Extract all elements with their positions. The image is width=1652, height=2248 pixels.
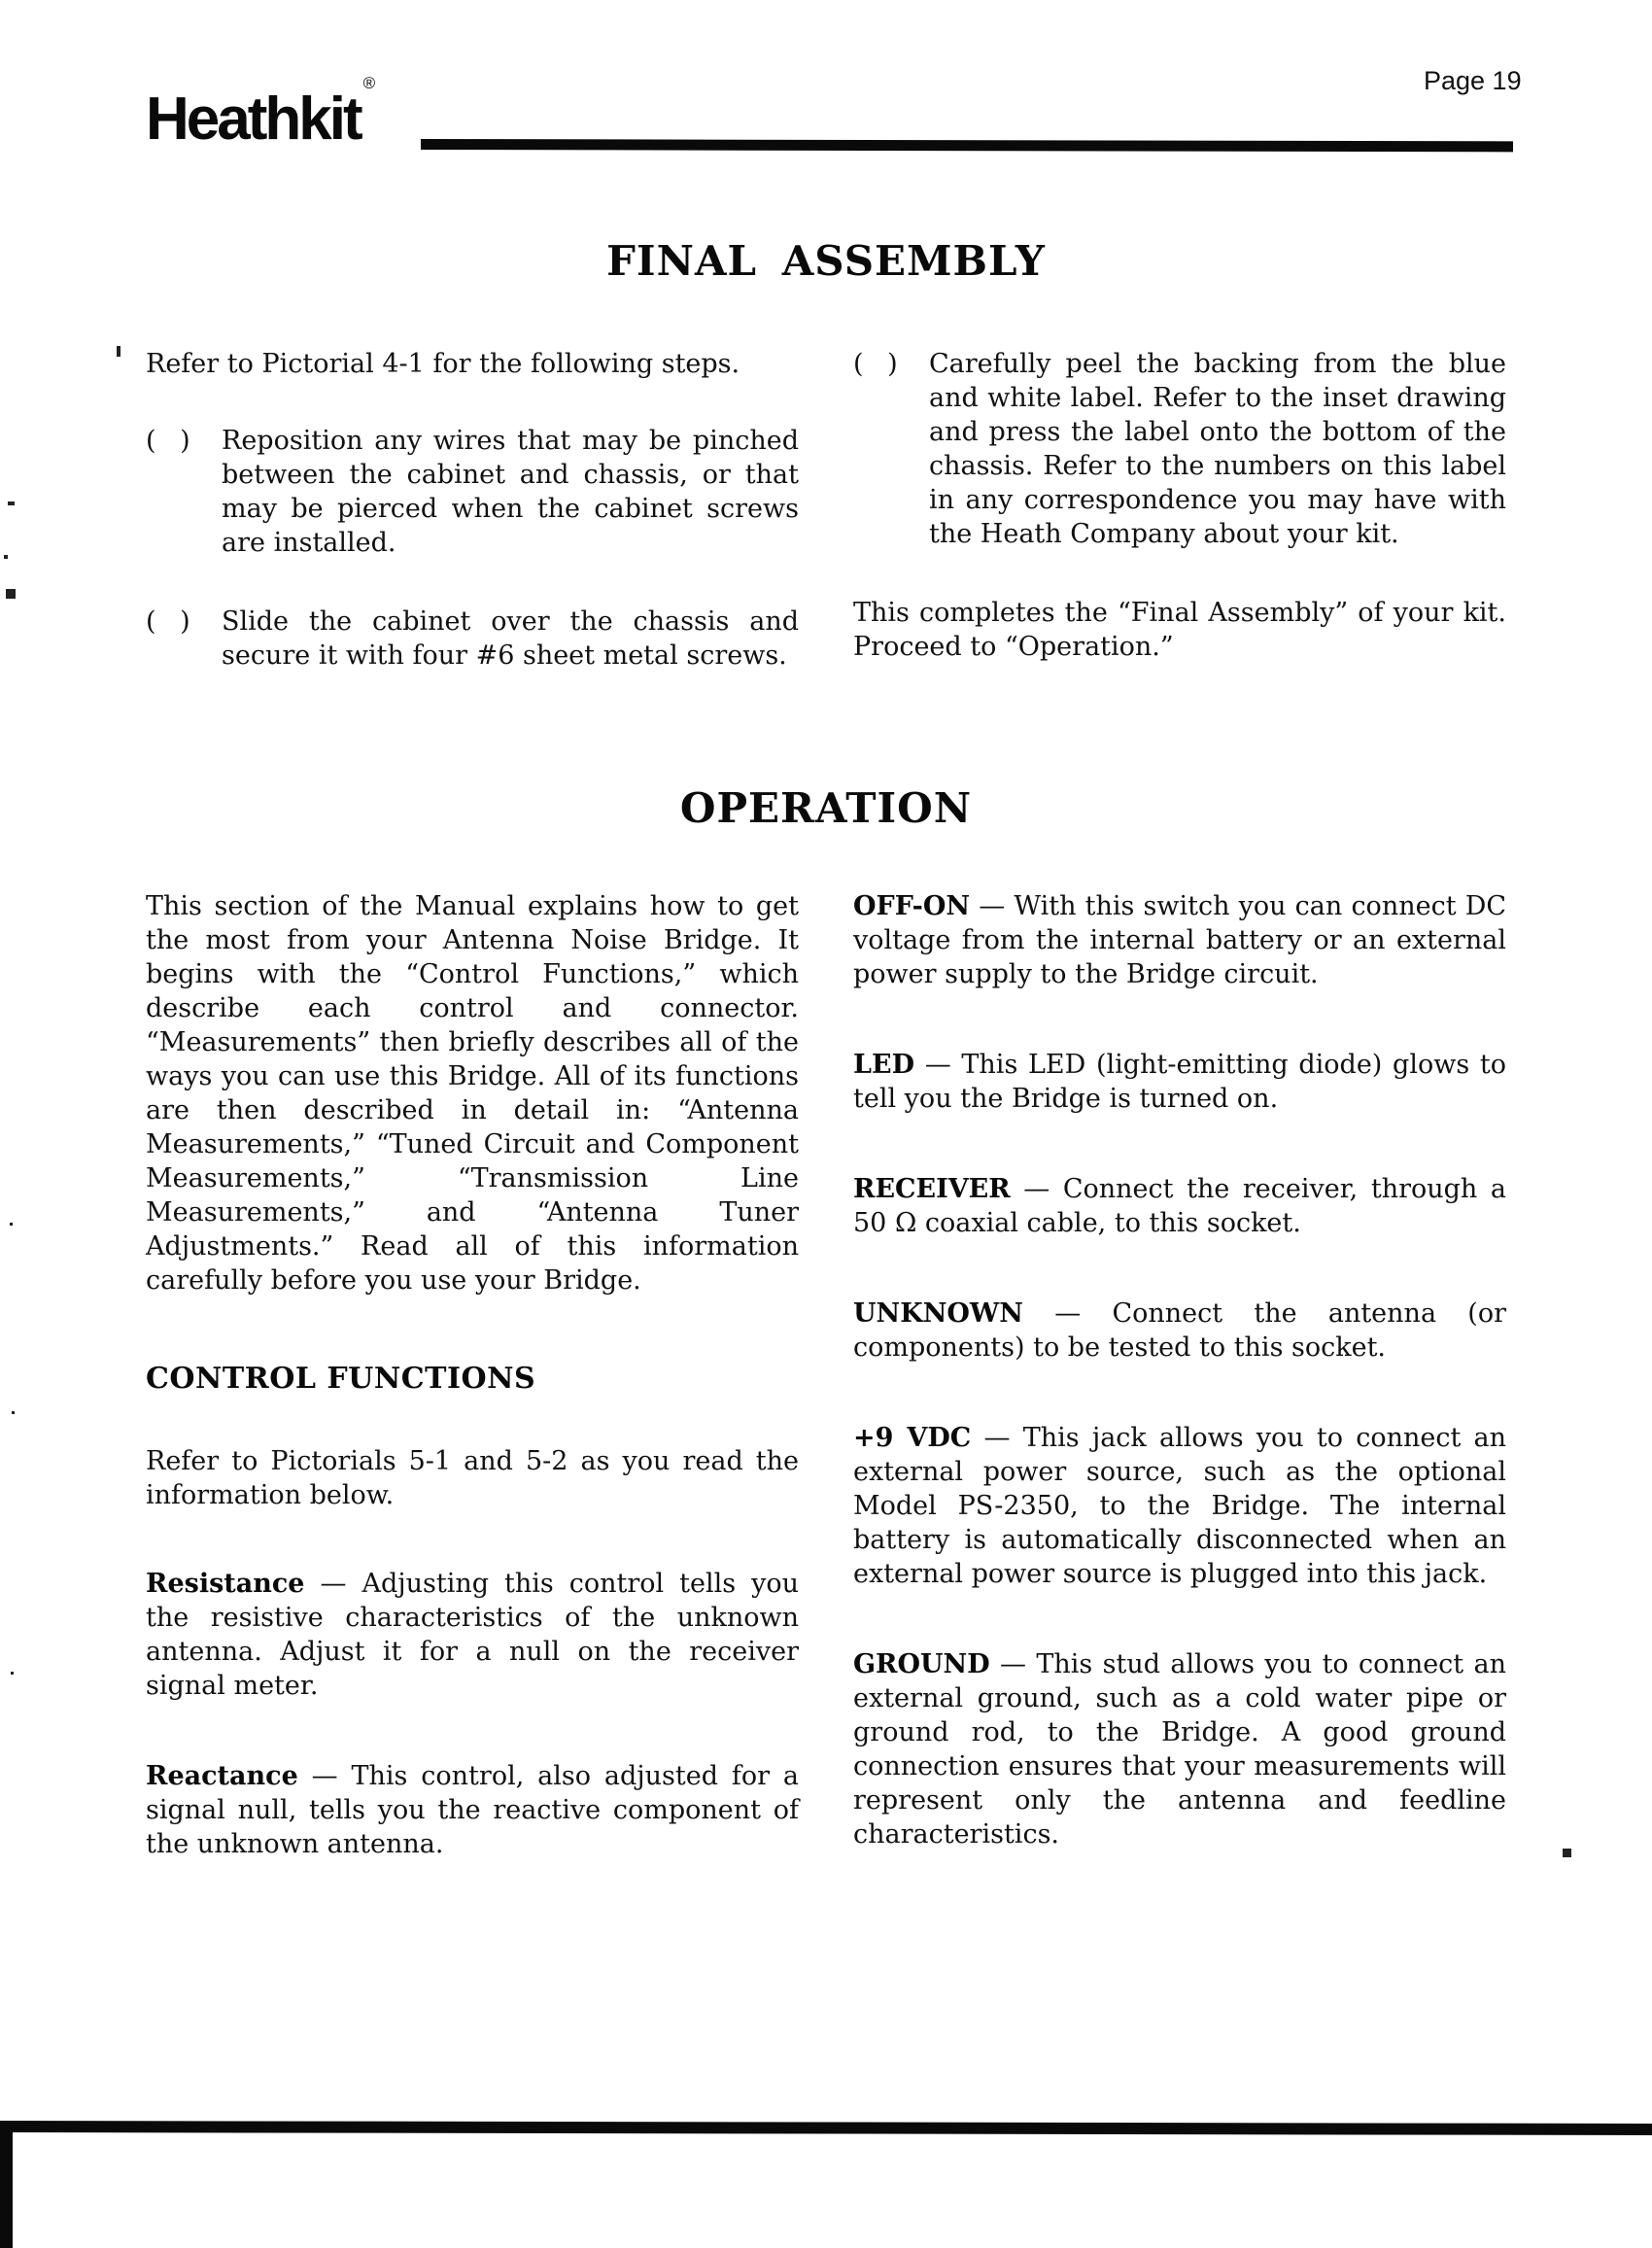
entry-receiver bbox=[853, 1172, 1506, 1240]
final-assembly-intro: Refer to Pictorial 4-1 for the following steps. bbox=[146, 349, 740, 380]
step-checkbox: ( ) bbox=[146, 426, 190, 457]
scan-bottom-bar bbox=[0, 2121, 1652, 2135]
scan-speck bbox=[11, 1672, 14, 1675]
entry-led bbox=[853, 1048, 1506, 1116]
scan-speck bbox=[117, 346, 120, 357]
control-functions-intro: Refer to Pictorials 5-1 and 5-2 as you read the information below. bbox=[146, 1445, 799, 1510]
entry-text: — Connect the antenna (or components) to be tested to this socket. bbox=[853, 1297, 1507, 1363]
step-text: Reposition any wires that may be pinched between the cabinet and chassis, or that may be pierced when the cabinet screws are installed. bbox=[222, 426, 799, 559]
step-text: Carefully peel the backing from the blue and white label. Refer to the inset drawing and press the label onto the bottom of the chassis. Refer to the numbers on this label in any correspondence you may have with the Heath Company about your kit. bbox=[929, 349, 1506, 550]
entry-text: — Adjusting this control tells you the resistive characteristics of the unknown antenna. Adjust it for a null on the receiver signal meter. bbox=[146, 1568, 799, 1701]
entry-term: +9 VDC bbox=[853, 1422, 972, 1453]
entry-9vdc bbox=[853, 1421, 1506, 1591]
entry-term: RECEIVER bbox=[853, 1173, 1011, 1204]
scan-speck bbox=[6, 589, 16, 599]
scan-speck bbox=[1563, 1849, 1571, 1857]
operation-title: OPERATION bbox=[679, 784, 973, 833]
entry-text: — This LED (light-emitting diode) glows to tell you the Bridge is turned on. bbox=[853, 1049, 1507, 1114]
scan-speck bbox=[12, 1411, 15, 1414]
operation-columns bbox=[146, 889, 1506, 1861]
final-assembly-title: FINAL ASSEMBLY bbox=[606, 237, 1046, 285]
entry-unknown bbox=[853, 1297, 1506, 1365]
page-number: Page 19 bbox=[1424, 66, 1522, 95]
final-assembly-right-column bbox=[853, 347, 1506, 717]
entry-text: — With this switch you can connect DC voltage from the internal battery or an external power supply to the Bridge circuit. bbox=[853, 890, 1506, 989]
operation-section bbox=[146, 785, 1506, 1860]
header-rule bbox=[421, 139, 1513, 152]
entry-text: — This control, also adjusted for a signal null, tells you the reactive component of the unknown antenna. bbox=[146, 1760, 799, 1859]
entry-reactance bbox=[146, 1759, 799, 1861]
entry-term: LED bbox=[853, 1049, 914, 1080]
operation-intro: This section of the Manual explains how to get the most from your Antenna Noise Bridge. It begins with the “Control Functions,” which describe each control and connector. “Measurements” then briefly describes all of the ways you can use this Bridge. All of its functions are then described in detail in: “Antenna Measurements,” “Tuned Circuit and Component Measurements,” “Transmission Line Measurements,” and “Antenna Tuner Adjustments.” Read all of this information carefully before you use your Bridge. bbox=[146, 890, 799, 1296]
operation-left-column bbox=[146, 889, 799, 1861]
entry-text: — This jack allows you to connect an external power source, such as the optional Model PS-2350, to the Bridge. The internal battery is automatically disconnected when an external power source is plugged into this jack. bbox=[853, 1422, 1506, 1589]
entry-text: — Connect the receiver, through a 50 Ω coaxial cable, to this socket. bbox=[853, 1173, 1506, 1238]
assembly-step bbox=[853, 347, 1506, 551]
control-functions-heading: CONTROL FUNCTIONS bbox=[146, 1361, 536, 1396]
step-checkbox: ( ) bbox=[853, 349, 898, 380]
final-assembly-closing: This completes the “Final Assembly” of your kit. Proceed to “Operation.” bbox=[853, 598, 1506, 663]
scan-left-edge bbox=[0, 2127, 13, 2248]
step-checkbox: ( ) bbox=[146, 606, 190, 638]
heathkit-logo bbox=[146, 74, 376, 153]
entry-resistance bbox=[146, 1567, 799, 1703]
assembly-step bbox=[146, 605, 799, 673]
page-content bbox=[146, 238, 1506, 1861]
registered-trademark-icon: ® bbox=[362, 74, 376, 93]
final-assembly-columns bbox=[146, 347, 1506, 717]
operation-right-column bbox=[853, 889, 1506, 1861]
logo-text: Heathkit bbox=[146, 86, 361, 153]
step-text: Slide the cabinet over the chassis and secure it with four #6 sheet metal screws. bbox=[222, 606, 799, 672]
entry-term: Resistance bbox=[146, 1568, 305, 1599]
scan-speck bbox=[10, 1223, 13, 1226]
scan-speck bbox=[8, 501, 15, 505]
entry-term: UNKNOWN bbox=[853, 1297, 1023, 1329]
entry-term: GROUND bbox=[853, 1648, 990, 1679]
scan-speck bbox=[4, 555, 8, 559]
assembly-step bbox=[146, 424, 799, 560]
entry-term: OFF-ON bbox=[853, 890, 971, 921]
entry-text: — This stud allows you to connect an external ground, such as a cold water pipe or ground rod, to the Bridge. A good ground connection ensures that your measurements will represent only the antenna and feedline characteristics. bbox=[853, 1648, 1507, 1850]
final-assembly-left-column bbox=[146, 347, 799, 717]
entry-off-on bbox=[853, 889, 1506, 991]
entry-ground bbox=[853, 1647, 1506, 1851]
entry-term: Reactance bbox=[146, 1760, 298, 1791]
